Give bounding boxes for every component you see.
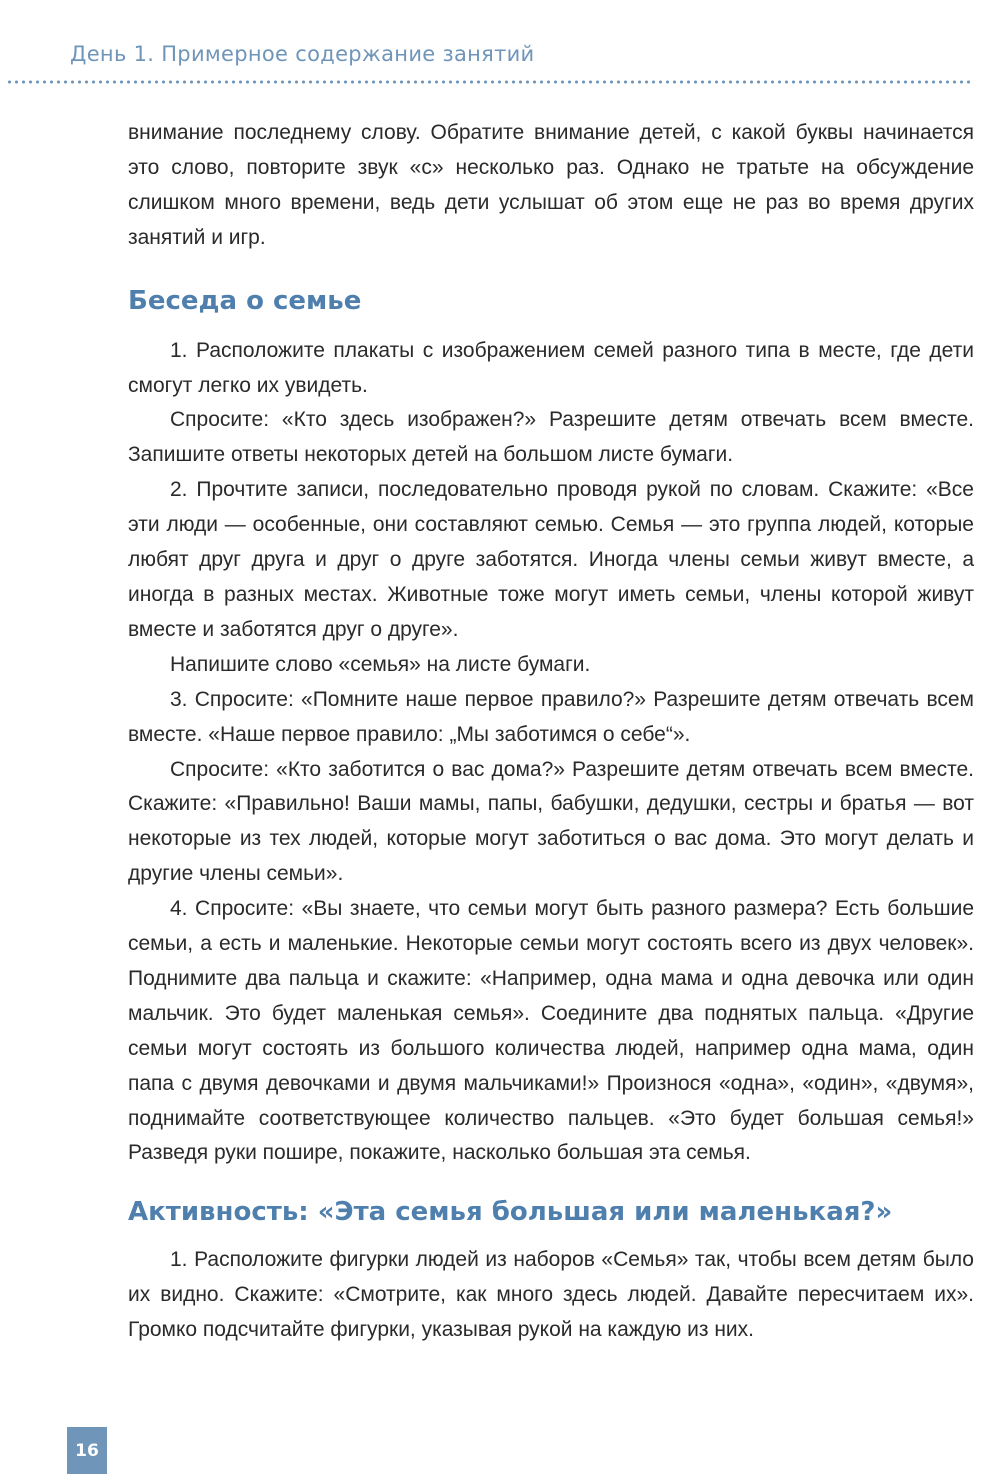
intro-paragraph: внимание последнему слову. Обратите внимание детей, с какой буквы начинается это слово, повторите звук «с» несколько раз. Однако не тратьте на обсуждение слишком много времени, ведь дети услышат об этом еще не раз во время других занятий и игр. (128, 121, 974, 249)
dotted-divider (6, 80, 972, 84)
paragraph: 4. Спросите: «Вы знаете, что семьи могут быть разного размера? Есть большие семьи, а есть и маленькие. Некоторые семьи могут состоять всего из двух человек». Поднимите два пальца и скажите: «Например, одна мама и одна девочка или один мальчик. Это будет маленькая семья». Соедините два поднятых пальца. «Другие семьи могут состоять из большого количества людей, например одна мама, один папа с двумя девочками и двумя мальчиками!» Произнося «одна», «один», «двумя», поднимайте соответствующее количество пальцев. «Это будет большая семья!» Разведя руки пошире, покажите, насколько большая эта семья. (128, 897, 974, 1165)
page-number-tab (67, 1427, 107, 1474)
paragraph: 1. Расположите плакаты с изображением семей разного типа в месте, где дети смогут легко их увидеть. (128, 338, 974, 397)
paragraph: Напишите слово «семья» на листе бумаги. (170, 652, 591, 676)
section-heading-family-talk: Беседа о семье (128, 285, 362, 316)
page-body (128, 116, 974, 1348)
paragraph: 1. Расположите фигурки людей из наборов «Семья» так, чтобы всем детям было их видно. Скажите: «Смотрите, как много здесь людей. Давайте пересчитаем их». Громко подсчитайте фигурки, указывая рукой на каждую из них. (128, 1248, 974, 1342)
paragraph: 2. Прочтите записи, последовательно проводя рукой по словам. Скажите: «Все эти люди — особенные, они составляют семью. Семья — это группа людей, которые любят друг друга и друг о друге заботятся. Иногда члены семьи живут вместе, а иногда в разных местах. Животные тоже могут иметь семьи, члены которой живут вместе и заботятся друг о друге». (128, 478, 974, 641)
paragraph: 3. Спросите: «Помните наше первое правило?» Разрешите детям отвечать всем вместе. «Наше первое правило: „Мы заботимся о себе“». (128, 687, 974, 746)
running-head-title: День 1. Примерное содержание занятий (70, 42, 535, 66)
page-number: 16 (75, 1441, 99, 1461)
paragraph: Спросите: «Кто здесь изображен?» Разрешите детям отвечать всем вместе. Запишите ответы некоторых детей на большом листе бумаги. (128, 408, 974, 467)
section-heading-activity: Активность: «Эта семья большая или маленькая?» (128, 1197, 893, 1228)
paragraph: Спросите: «Кто заботится о вас дома?» Разрешите детям отвечать всем вместе. Скажите: «Правильно! Ваши мамы, папы, бабушки, дедушки, сестры и братья — вот некоторые из тех людей, которые могут заботиться о вас дома. Это могут делать и другие члены семьи». (128, 757, 974, 886)
